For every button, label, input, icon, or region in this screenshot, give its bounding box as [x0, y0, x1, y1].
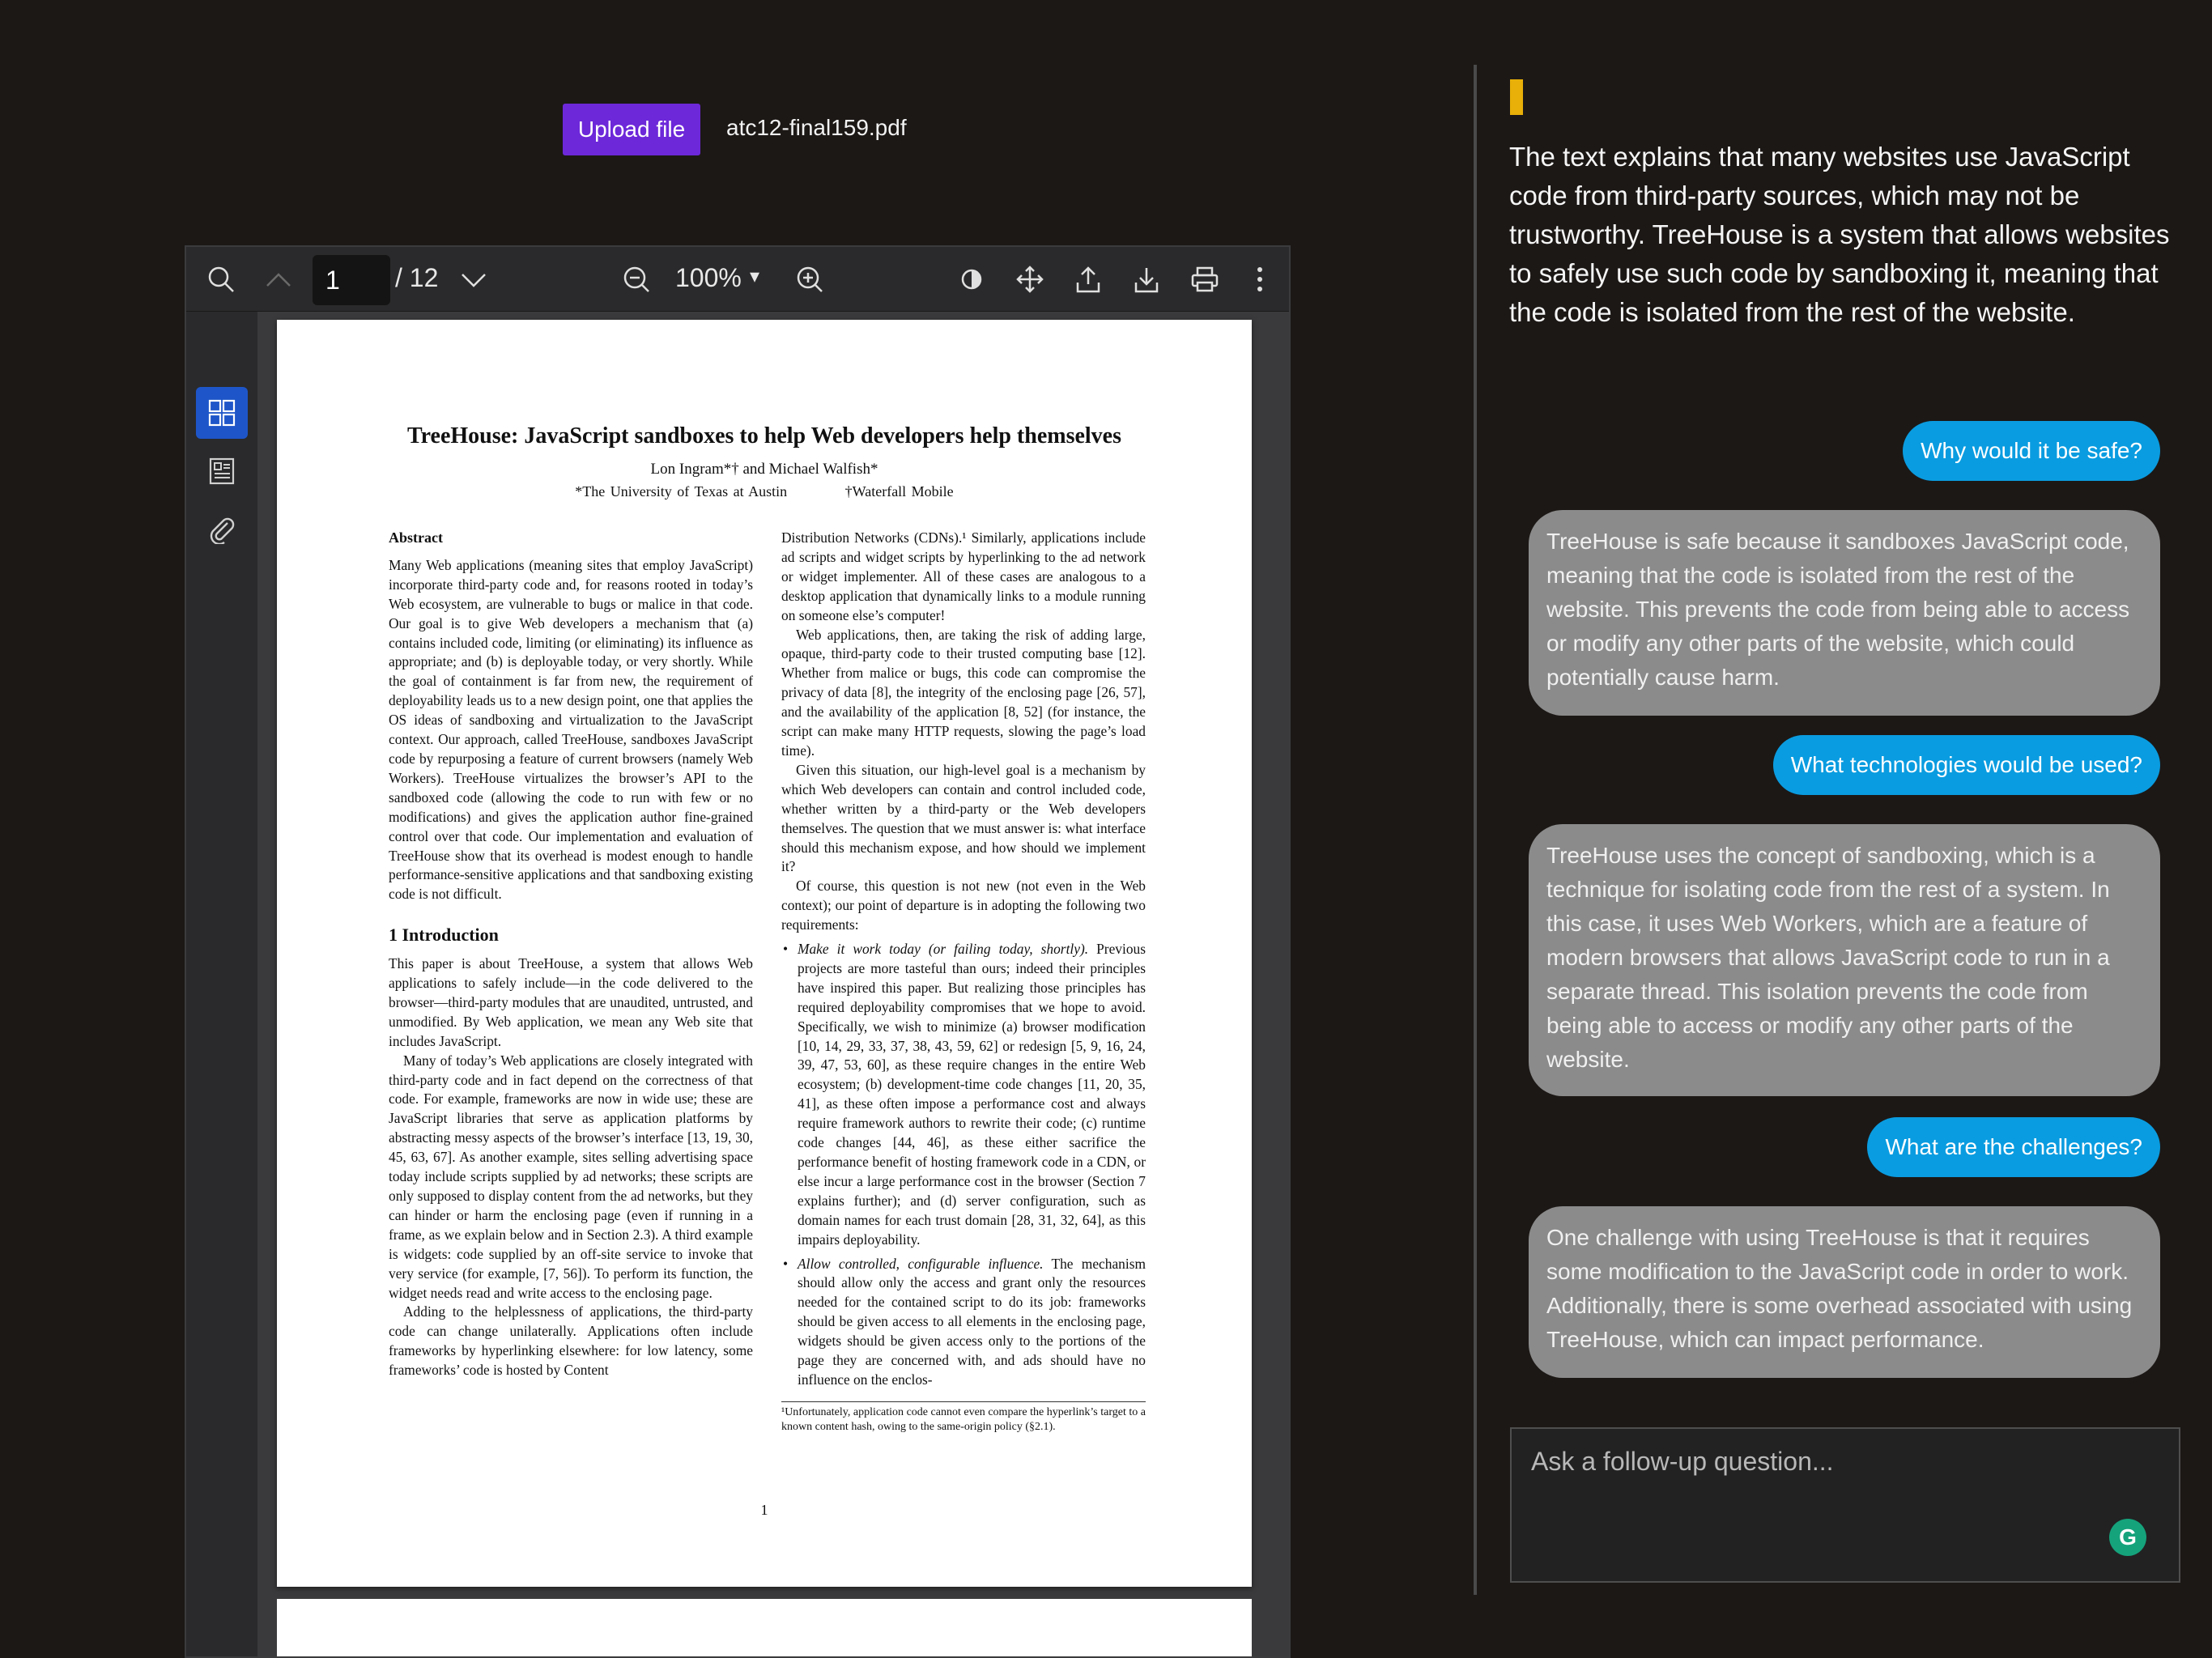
sidebar-rail	[186, 312, 257, 1658]
bullet-text: The mechanism should allow only the access and grant only the resources needed for the contained script to do its job: frameworks should be given access to all elements in the enclosing page, widgets should be given access only to the portions of the page they are concerned with, and ads should have no influence on the enclos-	[798, 1255, 1146, 1388]
more-icon[interactable]	[1237, 247, 1283, 312]
body-paragraph: Distribution Networks (CDNs).¹ Similarly, applications include ad scripts and widget scripts by hyperlinking to the ad network or widget implementer. All of these cases are analogous to a desktop application that dynamically links to a module running on someone else’s computer!	[781, 529, 1146, 623]
theme-icon[interactable]	[949, 247, 994, 312]
user-message: What technologies would be used?	[1773, 735, 2160, 795]
requirement-bullet	[781, 1255, 1146, 1390]
pdf-toolbar	[186, 247, 1289, 312]
intro-paragraph: This paper is about TreeHouse, a system that allows Web applications to safely include—in the code delivered to the browser—third-party modules that are unaudited, untrusted, and unmodified. By Web application, we mean any Web site that includes JavaScript.	[389, 955, 753, 1049]
paper-affiliations	[277, 483, 1252, 500]
pdf-page	[277, 320, 1252, 1587]
search-icon[interactable]	[198, 247, 245, 312]
intro-paragraph: Many of today’s Web applications are closely integrated with third-party code and in fact depend on the correctness of that code. For example, frameworks are now in wide use; these are JavaScript libraries that serve as application platforms by abstracting messy aspects of the browser’s interface [13, 19, 30, 45, 63, 67]. As another example, sites selling advertising space today include scripts supplied by ad networks; these scripts are only supposed to display content from the ad networks, but they can hinder or harm the enclosing page (even if running in a frame, as we explain below and in Section 2.3). A third example is widgets: code supplied by an off-site service to invoke that very service (for example, [7, 56]). To perform its function, the widget needs read and write access to the enclosing page.	[389, 1052, 753, 1301]
thumbnails-icon[interactable]	[196, 387, 248, 439]
chevron-down-icon[interactable]: ▾	[750, 266, 760, 287]
page-down-icon[interactable]	[453, 247, 494, 312]
bullet-lead: Make it work today (or failing today, shortly).	[798, 941, 1089, 958]
paper-column-left	[389, 529, 753, 1380]
attachments-icon[interactable]	[196, 504, 248, 555]
upload-file-button[interactable]: Upload file	[563, 104, 700, 155]
panel-divider[interactable]	[1474, 65, 1477, 1595]
file-name: atc12-final159.pdf	[726, 115, 907, 140]
paper-column-right	[781, 529, 1146, 1435]
bullet-lead: Allow controlled, configurable influence.	[798, 1255, 1044, 1272]
assistant-message: TreeHouse is safe because it sandboxes JavaScript code, meaning that the code is isolated from the rest of the website. This prevents the code from being able to access or modify any other parts of the website, which could potentially cause harm.	[1529, 510, 2160, 716]
zoom-out-icon[interactable]	[614, 247, 659, 312]
pdf-page-next	[277, 1599, 1252, 1658]
abstract-heading: Abstract	[389, 529, 443, 546]
affiliation-2: †Waterfall Mobile	[844, 483, 954, 500]
assistant-message: TreeHouse uses the concept of sandboxing, which is a technique for isolating code from the rest of a system. In this case, it uses Web Workers, which are a feature of modern browsers that allows JavaScript code to run in a separate thread. This isolation prevents the code from being able to access or modify any other parts of the website.	[1529, 824, 2160, 1096]
body-paragraph: Web applications, then, are taking the risk of adding large, opaque, third-party code to their trusted computing base [12]. Whether from malice or bugs, this code can compromise the privacy of data [8], the integrity of the enclosing page [26, 57], and the availability of the application [8, 52] (for instance, the script can make many HTTP requests, slowing the page’s load time).	[781, 626, 1146, 759]
pdf-canvas[interactable]	[257, 312, 1291, 1658]
bullet-text: Previous projects are more tasteful than ours; indeed their principles have inspired this paper. But realizing those principles has required deployability compromises that we hope to avoid. Specifically, we wish to minimize (a) browser modification [10, 14, 29, 33, 37, 38, 43, 59, 62] or redesign [5, 9, 16, 24, 39, 47, 53, 60], as these require changes in the entire Web ecosystem; (b) development-time code changes [11, 20, 35, 41], as these often impose a performance cost and always require framework authors to rewrite their code; (c) runtime code changes [44, 46], as these either sacrifice the performance benefit of hosting framework code in a CDN, or else incur a large performance cost in the browser (Section 7 explains further); and (d) server configuration, such as domain names for each trust domain [28, 31, 32, 64], as this impairs deployability.	[798, 941, 1146, 1248]
user-message: Why would it be safe?	[1903, 421, 2160, 481]
page-total: / 12	[395, 263, 439, 292]
page-number: 1	[760, 1502, 768, 1518]
body-paragraph: Given this situation, our high-level goal is a mechanism by which Web developers can contain and control included code, whether written by a third-party or the Web developers themselves. The question that we must answer is: what interface should this mechanism expose, and how should we implement it?	[781, 761, 1146, 875]
requirement-bullet	[781, 940, 1146, 1250]
streaming-cursor	[1510, 79, 1523, 115]
page-number-input[interactable]	[313, 255, 390, 305]
download-icon[interactable]	[1124, 247, 1169, 312]
page-up-icon[interactable]	[254, 247, 303, 312]
paper-title: TreeHouse: JavaScript sandboxes to help Web developers help themselves	[407, 423, 1121, 449]
paper-authors: Lon Ingram*† and Michael Walfish*	[650, 461, 878, 478]
affiliation-1: *The University of Texas at Austin	[575, 483, 788, 500]
user-message: What are the challenges?	[1867, 1117, 2160, 1177]
zoom-level[interactable]: 100%	[675, 263, 742, 292]
body-paragraph: Of course, this question is not new (not even in the Web context); our point of departure is in adopting the following two requirements:	[781, 878, 1146, 933]
intro-paragraph: Adding to the helplessness of applications, the third-party code can change unilaterally. Applications often include frameworks by hyperlinking elsewhere: for low latency, some frameworks’ code is hosted by Content	[389, 1303, 753, 1379]
abstract-text: Many Web applications (meaning sites that employ JavaScript) incorporate third-party code and, for reasons rooted in today’s Web ecosystem, are vulnerable to bugs or malice in that code. Our goal is to give Web developers a mechanism that (a) contains included code, limiting (or eliminating) its influence as appropriate; and (b) is deployable today, or very shortly. While the goal of containment is far from new, the requirement of deployability leads us to a new design point, one that applies the OS ideas of sandboxing and virtualization to the JavaScript context. Our approach, called TreeHouse, sandboxes JavaScript code by repurposing a feature of current browsers (namely Web Workers). TreeHouse virtualizes the browser’s API to the sandboxed code (allowing the code to run with few or no modifications) and gives the application author fine-grained control over that code. Our implementation and evaluation of TreeHouse show that its overhead is modest enough to handle performance-sensitive applications and that sandboxing existing code is not difficult.	[389, 556, 753, 903]
intro-heading: 1 Introduction	[389, 925, 499, 946]
grammarly-icon[interactable]: G	[2109, 1519, 2146, 1556]
share-icon[interactable]	[1066, 247, 1111, 312]
assistant-message: One challenge with using TreeHouse is that it requires some modification to the JavaScript code in order to work. Additionally, there is some overhead associated with using TreeHouse, which can impact performance.	[1529, 1206, 2160, 1378]
follow-up-input[interactable]	[1510, 1427, 2180, 1583]
pan-icon[interactable]	[1007, 247, 1053, 312]
outline-icon[interactable]	[196, 445, 248, 497]
zoom-in-icon[interactable]	[787, 247, 832, 312]
summary-text: The text explains that many websites use JavaScript code from third-party sources, which may not be trustworthy. TreeHouse is a system that allows websites to safely use such code by sandboxing it, meaning that the code is isolated from the rest of the website.	[1509, 142, 2170, 327]
footnote: ¹Unfortunately, application code cannot even compare the hyperlink’s target to a known content hash, owing to the same-origin policy (§2.1).	[781, 1401, 1146, 1435]
print-icon[interactable]	[1182, 247, 1227, 312]
pdf-viewer	[185, 245, 1291, 1658]
